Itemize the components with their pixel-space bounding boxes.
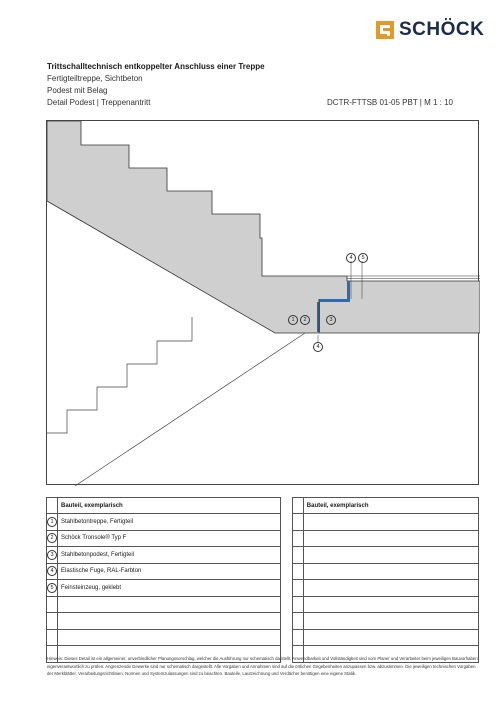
table-header-row (47, 498, 479, 514)
stair-detail-svg (47, 121, 480, 486)
row-text: Feinsteinzeug, geklebt (58, 580, 281, 597)
subtitle-line-3: Detail Podest | Treppenantritt (47, 98, 151, 107)
table-row-empty (47, 596, 479, 613)
row-number: 4 (47, 566, 57, 576)
table-row (47, 514, 479, 531)
row-text: Stahlbetonpodest, Fertigteil (58, 547, 281, 564)
left-header: Bauteil, exemplarisch (58, 498, 281, 514)
callout-2: 2 (300, 315, 310, 325)
components-table (46, 497, 479, 663)
row-number: 5 (47, 583, 57, 593)
table-row-empty (47, 629, 479, 646)
subtitle-line-1: Fertigteiltreppe, Sichtbeton (47, 74, 143, 83)
table-row (47, 547, 479, 564)
table-row (47, 563, 479, 580)
page-title: Trittschalltechnisch entkoppelter Anschluss einer Treppe (47, 62, 265, 71)
detail-drawing (46, 120, 479, 485)
callout-4-bottom: 4 (313, 342, 323, 352)
right-header: Bauteil, exemplarisch (303, 498, 478, 514)
stair-steps (47, 121, 480, 333)
brand-name: SCHÖCK (399, 19, 485, 40)
row-text: Schöck Tronsole® Typ F (58, 530, 281, 547)
row-text: Stahlbetontreppe, Fertigteil (58, 514, 281, 531)
subtitle-line-2: Podest mit Belag (47, 86, 108, 95)
callout-4-top: 4 (346, 253, 356, 263)
row-number: 2 (47, 533, 57, 543)
schoeck-logo-mark (376, 21, 394, 39)
row-number: 3 (47, 550, 57, 560)
footer-disclaimer: Hinweis: Dieses Detail ist ein allgemeiner, unverbindlicher Planungsvorschlag, welcher die Ausführung nur schematisch darstellt. Anwendbarkeit und Vollständigkeit sind vom Planer und Verarbeiter beim jeweiligen Bauvorhaben eigenverantwortlich zu prüfen. Angrenzende Gewerke sind nur schematisch dargestellt. Alle Vorgaben und Annahmen sind auf die örtlichen Gegebenheiten anzupassen bzw. abzustimmen. Die jeweiligen technischen Vorgaben der Merkblätter, Verarbeitungsrichtlinien, Normen und Systemzulassungen sind zu beachten. Bauteile, Lautzeichnung und Verdächer benötigen eine eigene Statik. (47, 656, 478, 676)
row-text: Elastische Fuge, RAL-Farbton (58, 563, 281, 580)
lower-stair-outline (47, 317, 192, 433)
callout-3: 3 (326, 315, 336, 325)
callout-5: 5 (358, 253, 368, 263)
lower-stair-soffit (75, 333, 305, 486)
tronsole-element (319, 299, 347, 302)
table-row-empty (47, 613, 479, 630)
row-number: 1 (47, 517, 57, 527)
brand-logo (376, 19, 484, 41)
table-row (47, 580, 479, 597)
table-row (47, 530, 479, 547)
callout-1: 1 (288, 315, 298, 325)
drawing-code: DCTR-FTTSB 01-05 PBT | M 1 : 10 (327, 98, 453, 107)
